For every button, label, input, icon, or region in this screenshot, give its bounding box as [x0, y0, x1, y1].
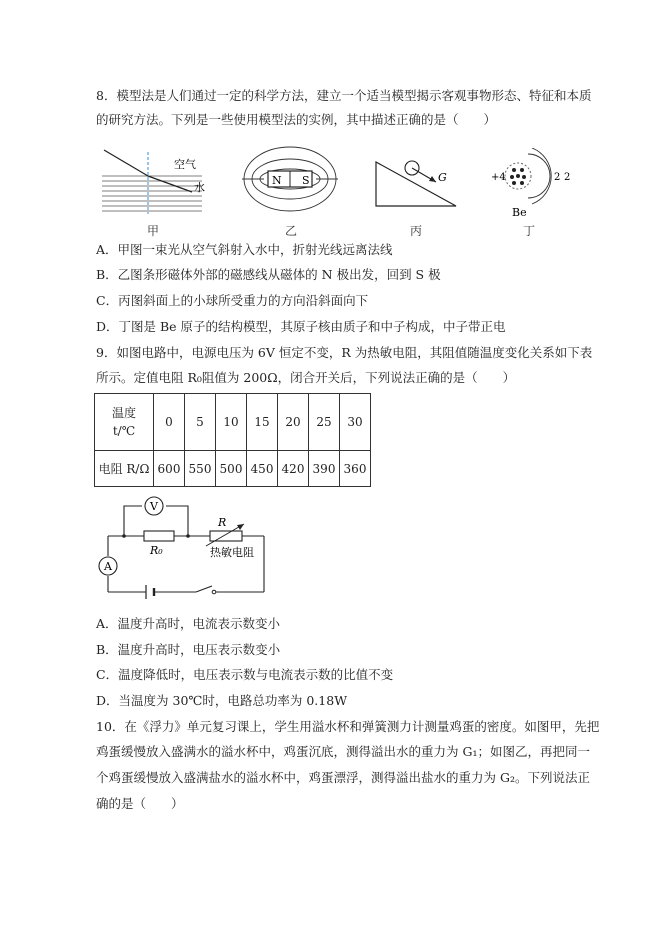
magnet-figure — [240, 143, 340, 221]
caption-yi: 乙 — [285, 224, 298, 238]
q9-stem-line2: 所示。定值电阻 R₀阻值为 200Ω，闭合开关后，下列说法正确的是（ ） — [96, 370, 516, 385]
q10-line1: 10．在《浮力》单元复习课上，学生用溢水杯和弹簧测力计测量鸡蛋的密度。如图甲，先把 — [96, 719, 600, 734]
table-row-temperature — [95, 394, 371, 451]
element-label: Be — [512, 206, 527, 219]
table-cell: 0 — [154, 394, 185, 451]
outer-shell-count: 2 — [564, 172, 571, 183]
fixed-resistor-r0 — [144, 531, 174, 541]
q10-line4: 确的是（ ） — [96, 796, 184, 811]
table-cell: 390 — [309, 451, 340, 487]
north-pole-label: N — [272, 174, 282, 187]
atom-figure — [488, 148, 578, 222]
table-cell: 450 — [247, 451, 278, 487]
table-cell: 420 — [278, 451, 309, 487]
caption-ding: 丁 — [523, 224, 536, 238]
air-label: 空气 — [174, 158, 196, 171]
voltmeter-label: V — [150, 500, 158, 513]
switch — [196, 586, 212, 592]
electron-shell-outer — [532, 148, 551, 204]
q8-option-a: A．甲图一束光从空气斜射入水中，折射光线远离法线 — [96, 242, 393, 257]
resistance-table — [94, 393, 371, 487]
south-pole-label: S — [302, 174, 310, 187]
caption-bing: 丙 — [410, 224, 423, 238]
table-cell: 360 — [340, 451, 371, 487]
thermistor-symbol-label: R — [218, 516, 227, 529]
q9-option-d: D．当温度为 30℃时，电路总功率为 0.18W — [96, 693, 348, 708]
gravity-label: G — [438, 171, 447, 184]
q9-option-b: B．温度升高时，电压表示数变小 — [96, 642, 281, 657]
water-label: 水 — [194, 181, 205, 194]
inner-shell-count: 2 — [554, 172, 561, 183]
table-cell: 500 — [216, 451, 247, 487]
incline-figure — [372, 152, 464, 212]
q8-option-b: B．乙图条形磁体外部的磁感线从磁体的 N 极出发，回到 S 极 — [96, 267, 441, 282]
circuit-diagram — [98, 492, 274, 606]
thermistor-label: 热敏电阻 — [210, 546, 254, 559]
q8-stem-line1: 8．模型法是人们通过一定的科学方法，建立一个适当模型揭示客观事物形态、特征和本质 — [96, 88, 592, 103]
table-header-temperature: 温度 t/℃ — [95, 394, 154, 451]
caption-jia: 甲 — [147, 224, 160, 238]
nucleus-charge-label: +4 — [491, 172, 506, 183]
q8-option-d: D．丁图是 Be 原子的结构模型，其原子核由质子和中子构成，中子带正电 — [96, 319, 506, 334]
table-row-resistance — [95, 451, 371, 487]
q9-stem-line1: 9．如图电路中，电源电压为 6V 恒定不变，R 为热敏电阻，其阻值随温度变化关系如下表 — [96, 345, 593, 360]
table-cell: 30 — [340, 394, 371, 451]
q8-option-c: C．丙图斜面上的小球所受重力的方向沿斜面向下 — [96, 293, 369, 308]
q9-option-c: C．温度降低时，电压表示数与电流表示数的比值不变 — [96, 667, 394, 682]
incident-ray — [104, 150, 148, 176]
table-cell: 600 — [154, 451, 185, 487]
q10-line3: 个鸡蛋缓慢放入盛满盐水的溢水杯中，鸡蛋漂浮，测得溢出盐水的重力为 G₂。下列说法正 — [96, 770, 590, 785]
ammeter-label: A — [104, 560, 112, 573]
refraction-figure — [100, 146, 212, 216]
table-cell: 20 — [278, 394, 309, 451]
q8-stem-line2: 的研究方法。下列是一些使用模型法的实例，其中描述正确的是（ ） — [96, 112, 497, 127]
thermistor — [210, 531, 242, 541]
table-cell: 25 — [309, 394, 340, 451]
q9-option-a: A．温度升高时，电流表示数变小 — [96, 616, 281, 631]
r0-label: R₀ — [150, 544, 163, 557]
table-cell: 15 — [247, 394, 278, 451]
table-header-resistance: 电阻 R/Ω — [95, 451, 154, 487]
q10-line2: 鸡蛋缓慢放入盛满水的溢水杯中，鸡蛋沉底，测得溢出水的重力为 G₁；如图乙，再把同一 — [96, 744, 590, 759]
table-cell: 5 — [185, 394, 216, 451]
table-cell: 550 — [185, 451, 216, 487]
table-cell: 10 — [216, 394, 247, 451]
